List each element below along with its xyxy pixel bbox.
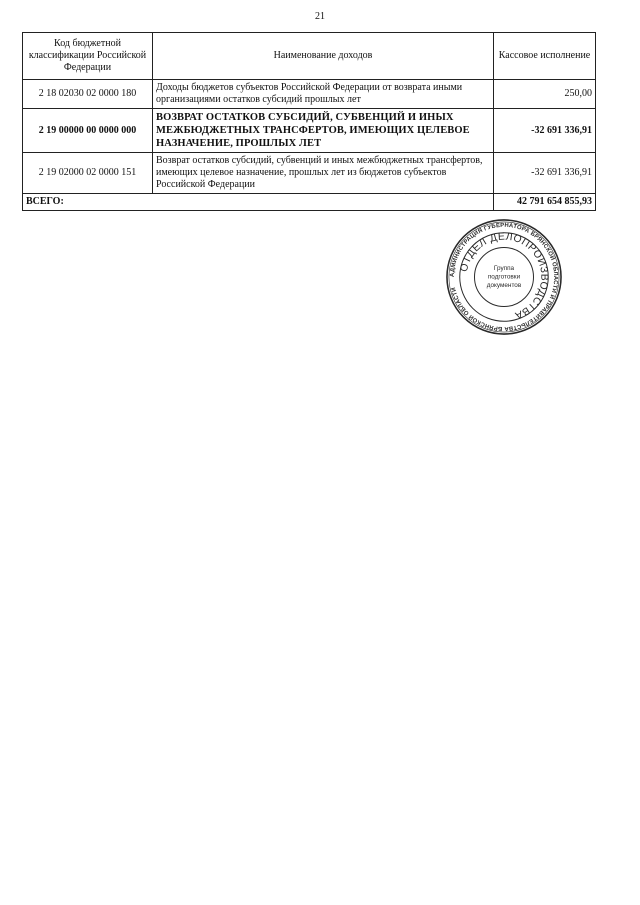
row-amount: -32 691 336,91 xyxy=(494,153,596,194)
total-label: ВСЕГО: xyxy=(23,194,494,211)
table-header-row xyxy=(23,33,596,80)
total-row xyxy=(23,194,596,211)
table-row xyxy=(23,80,596,109)
stamp-graphic xyxy=(445,218,563,336)
row-amount: 250,00 xyxy=(494,80,596,109)
header-name: Наименование доходов xyxy=(153,33,494,80)
row-code: 2 18 02030 02 0000 180 xyxy=(23,80,153,109)
row-amount: -32 691 336,91 xyxy=(494,109,596,153)
row-name: Доходы бюджетов субъектов Российской Федерации от возврата иными организациями остатков субсидий прошлых лет xyxy=(153,80,494,109)
page-number: 21 xyxy=(315,11,325,22)
stamp-inner-text: ОТДЕЛ ДЕЛОПРОИЗВОДСТВА xyxy=(458,231,550,321)
stamp-center-line2: подготовки xyxy=(487,273,521,281)
stamp-center-line3: документов xyxy=(486,281,522,289)
stamp-outer-text: АДМИНИСТРАЦИЯ ГУБЕРНАТОРА БРЯНСКОЙ ОБЛАСТИ И ПРАВИТЕЛЬСТВА БРЯНСКОЙ ОБЛАСТИ xyxy=(449,222,559,332)
table-row xyxy=(23,153,596,194)
header-amount: Кассовое исполнение xyxy=(494,33,596,80)
row-name: ВОЗВРАТ ОСТАТКОВ СУБСИДИЙ, СУБВЕНЦИЙ И ИНЫХ МЕЖБЮДЖЕТНЫХ ТРАНСФЕРТОВ, ИМЕЮЩИХ ЦЕЛЕВОЕ НАЗНАЧЕНИЕ, ПРОШЛЫХ ЛЕТ xyxy=(153,109,494,153)
official-stamp xyxy=(445,218,563,336)
total-amount: 42 791 654 855,93 xyxy=(494,194,596,211)
row-name: Возврат остатков субсидий, субвенций и иных межбюджетных трансфертов, имеющих целевое назначение, прошлых лет из бюджетов субъектов Российской Федерации xyxy=(153,153,494,194)
row-code: 2 19 00000 00 0000 000 xyxy=(23,109,153,153)
budget-table xyxy=(22,32,596,211)
stamp-center-line1: Группа xyxy=(493,265,515,273)
table-row xyxy=(23,109,596,153)
row-code: 2 19 02000 02 0000 151 xyxy=(23,153,153,194)
header-code: Код бюджетной классификации Российской Федерации xyxy=(23,33,153,80)
